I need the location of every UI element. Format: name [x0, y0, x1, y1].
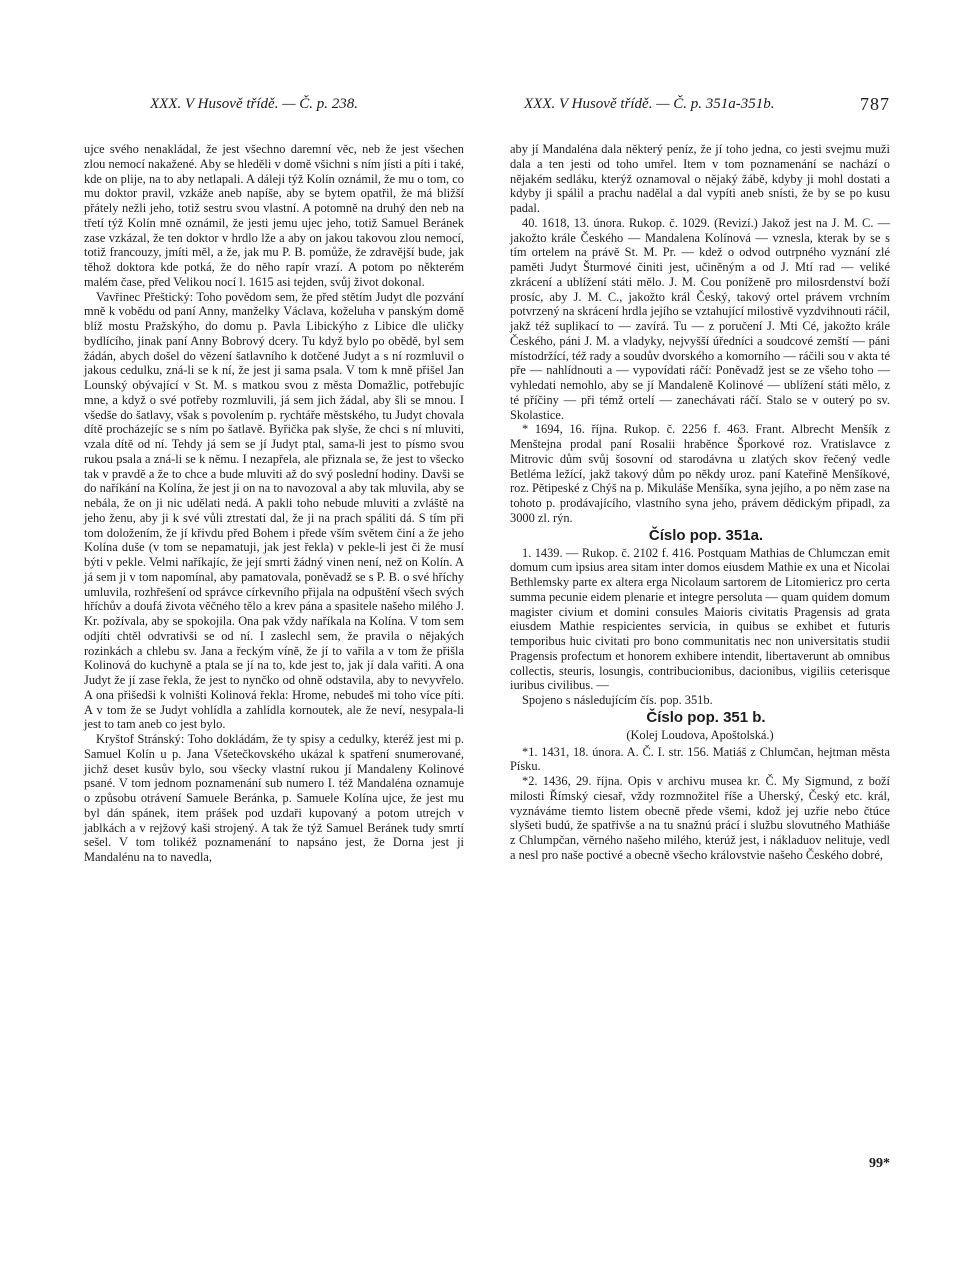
- right-column: [510, 142, 890, 863]
- paragraph: 1. 1439. — Rukop. č. 2102 f. 416. Postquam Mathias de Chlumczan emit domum cum ipsius area sitam inter domos eiusdem Mathie ex una et Nicolai Bethlemsky parte ex altera erga Nicolaum sartorem de Litomiericz pro certa summa pecunie eidem plenarie et integre persoluta — quam quidem domum magister civium et domini consules Maioris civitatis Pragensis ad grata eiusdem Mathie respicientes servicia, in quibus se exhibet et futuris temporibus huic civitati pro bono communitatis nec non universitatis studii Pragensis profectum et honorem exhibere intendit, libertaverunt ab omnibus collectis, steuris, losungis, contribucionibus, dacionibus, vigiliis ceterisque iuribus civilibus. —: [510, 545, 890, 693]
- paragraph: * 1694, 16. října. Rukop. č. 2256 f. 463. Frant. Albrecht Menšík z Menštejna prodal paní Rosalii hraběnce Šporkové roz. Vratislavce z Mitrovic dům svůj šosovní od starodávna u zlatých skov řečený vedle Betléma ležící, jakž takový dům po někdy uroz. paní Kateřině Menšíkové, roz. Pětipeské z Chýš na p. Mikuláše Menšíka, syna jejího, a po něm zase na tohoto p. prodávajícího, vlastního syna jeho, právem dědickým připadl, za 3000 zl. rýn.: [510, 422, 890, 525]
- running-header: [84, 92, 890, 116]
- section-heading: Číslo pop. 351 b.: [646, 708, 766, 726]
- left-column: [84, 142, 464, 865]
- section-subtitle: (Kolej Loudova, Apoštolská.): [626, 727, 774, 742]
- signature-mark: 99*: [869, 1156, 890, 1171]
- header-left: XXX. V Husově třídě. — Č. p. 238.: [150, 96, 359, 112]
- header-right: XXX. V Husově třídě. — Č. p. 351a-351b.: [524, 96, 775, 112]
- page-number: 787: [860, 94, 890, 114]
- paragraph: *2. 1436, 29. října. Opis v archivu musea kr. Č. My Sigmund, z boží milosti Římský ciesař, vždy rozmnožitel říše a Uherský, Český etc. král, vyznáváme tiemto listem obecně přede všemi, kdož jej uzřie nebo čtúce slyšeti budú, že spatřivše a na tu snažnú prácí i službu slovutného Mathiáše z Chlumpčan, věrného našeho milého, kterúž jest, i nákladuov nelituje, vedl a nesl pro naše poctivé a obecně všecho královstvie našeho Českého dobré,: [510, 774, 890, 862]
- paragraph: aby jí Mandaléna dala některý peníz, že jí toho jedna, co jesti svejmu muži dala a ten jesti od toho umřel. Item v tom poznamenání se nachází o nějakém sedláku, kterýž oznamoval o nějaký žábě, kdyby ji mohl dostati a kdyby ji spálil a prachu nadělal a dal vypíti aneb snísti, že by se po kusu padal.: [510, 142, 890, 215]
- section-heading: Číslo pop. 351a.: [648, 526, 764, 544]
- paragraph: 40. 1618, 13. února. Rukop. č. 1029. (Revizí.) Jakož jest na J. M. C. — jakožto krále Českého — Mandalena Kolínová — vznesla, kterak by se s tím ortelem na právě St. M. Pr. — kdež o odvod outrpného vyznání zlé paměti Judyt Šturmové činiti jest, učiněným a od J. Mtí rad — veliké zkrácení a ublížení státi mělo. J. M. Cou poníženě pro milosrdenství boží prosíc, aby J. M. C., jakožto král Český, takový ortel právem vrchním potvrzený na skrácení hrdla jejího se vztahující milostivě vyzdvihnouti ráčil, jakž též suplikací to — zavírá. Tu — z poručení J. Mti Cé, jakožto krále Českého, páni J. M. a vladyky, nejvyšší úředníci a soudcové zemští — páni místodržící, též rady a soudův dvorského a komorního — ráčili sou v akta té pře — nahlídnouti a — vypovídati ráčí: Poněvadž jest se ze všeho toho — vyhledati nemohlo, aby se jí Mandaleně Kolinové — ublížení státi mělo, z té příčiny — při témž ortelí — zanechávati ráčí. Stalo se v outerý po sv. Skolastice.: [510, 215, 890, 422]
- paragraph: Kryštof Stránský: Toho dokládám, že ty spisy a cedulky, kteréž jest mi p. Samuel Kolín u p. Jana Všetečkovského ukázal k spatření snumerované, jichž deset kusův bylo, sou všecky vlastní rukou jí Mandaleny Kolinové psané. V tom jednom poznamenání sub numero I. též Mandaléna oznamuje o způsobu otrávení Samuele Beránka, p. Samuele Kolína ujce, že jest mu byl dán spánek, item prášek pod uzdaři kupovaný a potom utrejch v jablkách a v rejžový kaši strojený. A tak že týž Samuel Beránek tudy smrtí sešel. V tom tolikéž poznamenání to napsáno jest, že Dorna jest ji Mandalénu na to navedla,: [84, 732, 464, 864]
- paragraph: Vavřinec Přeštický: Toho povědom sem, že před stětím Judyt dle pozvání mně k vobědu od paní Anny, manželky Václava, koželuha v panským domě blíž mostu Pražskýho, do domu p. Pavla Libickýho z Libice dle uličky bydlícího, jinak paní Anny Bobrový dcery. Tu když bylo po obědě, byl sem žádán, abych došel do vězení šatlavního k dotčené Judyt a s ní rozmluvil o jakous cedulku, zná-li se k ní, že jest ji sama psala. V tom k mně přišel Jan Lounský obývající v St. M. s matkou svou z města Domažlic, potřebujíc mne, a když o své potřeby rozmluvili, já sem jich žádal, aby šli se mnou. I všedše do šatlavy, však s povolením p. rychtáře městského, tu Judyt chovala dítě procházejíc se s ním po šatlavě. Byřička pak slyše, že chci s ní mluviti, vzala dítě od ní. Tehdy já sem se jí Judyt ptal, sama-li jest to písmo svou rukou psala a zná-li se k němu. I nezapřela, ale přiznala se, že jest to všecko tak v pravdě a že to chce a bude mluviti až do svý poslední hodiny. Davši se do naříkání na Kolína, že jest ji on na to navozoval a aby tak mluvila, aby se nebála, že on ji nic udělati nedá. A pakli toho nebude mluviti a zvláště na jeho ženu, aby ji k své vůli ztrestati dal, že ji na prach spáliti dá. S tím při tom doložením, že jí křivdu před Bohem i přede vším světem činí a že jeho Kolína duše (v tom se nepamatuji, jak jest řekla) v pekle-li jest či že musí býti v pekle. Velmi naříkajíc, že její smrti žádný vinen není, než on Kolín. A já sem ji v tom napomínal, aby pamatovala, poněvadž se s P. B. o své hříchy umluvila, rozhřešení od správce církevního přijala na odpuštění všech svých hříchův a doufá života věčného tělo a krev pána a spasitele našeho milého J. Kr. požívala, aby se spokojila. Ona pak vždy naříkala na Kolína. V tom sem odjíti chtěl odvrativši se od ní. I zaslechl sem, že pravila o nějakých rozinkách a chlebu sv. Jana a řeckým víně, že jí to vařila a v tom že přišla Kolinová do kuchyně a ptala se jí na to, kde jest to, jak jí dala vařiti. A ona Judyt že jí zase řekla, že jest to nynčko od ohně odstavila, aby to nevyvřelo. A ona přišedši k volništi Kolinová řekla: Hrome, nebudeš mi toho více píti. A v tom že se Judyt vohlídla a zahlídla kornoutek, ale že neví, nesypala-li jest to tam aneb co jest bylo.: [84, 289, 464, 732]
- paragraph: *1. 1431, 18. února. A. Č. I. str. 156. Matiáš z Chlumčan, hejtman města Písku.: [510, 744, 890, 774]
- paragraph: Spojeno s následujícím čís. pop. 351b.: [522, 693, 713, 707]
- paragraph: ujce svého nenakládal, že jest všechno daremní věc, neb že jest všechen zlou nemocí nakažené. Aby se hleděli v domě všichni s ním jísti a píti i také, kde on plije, na to aby netlapali. A dáleji týž Kolín oznámil, že mu o tom, co mu doktor pravil, vzkáže aneb napíše, aby se bytem opatřil, že má bližší přátely nežli jeho, totiž sestru svou vlastní. A potomně na druhý den neb na třetí týž Kolín mně oznámil, že jesti jemu ujec jeho, totiž Samuel Beránek zase vzkázal, že ten doktor v hrdlo lže a aby on jakou takovou zlou nemocí, totiž francouzy, jmíti měl, a že, jak mu P. B. pomůže, že zdravější bude, jak těhož doktora kde potká, že do něho rapír vrazí. A potom po některém malém čase, před Velikou nocí l. 1615 asi tejden, svůj život dokonal.: [84, 142, 464, 289]
